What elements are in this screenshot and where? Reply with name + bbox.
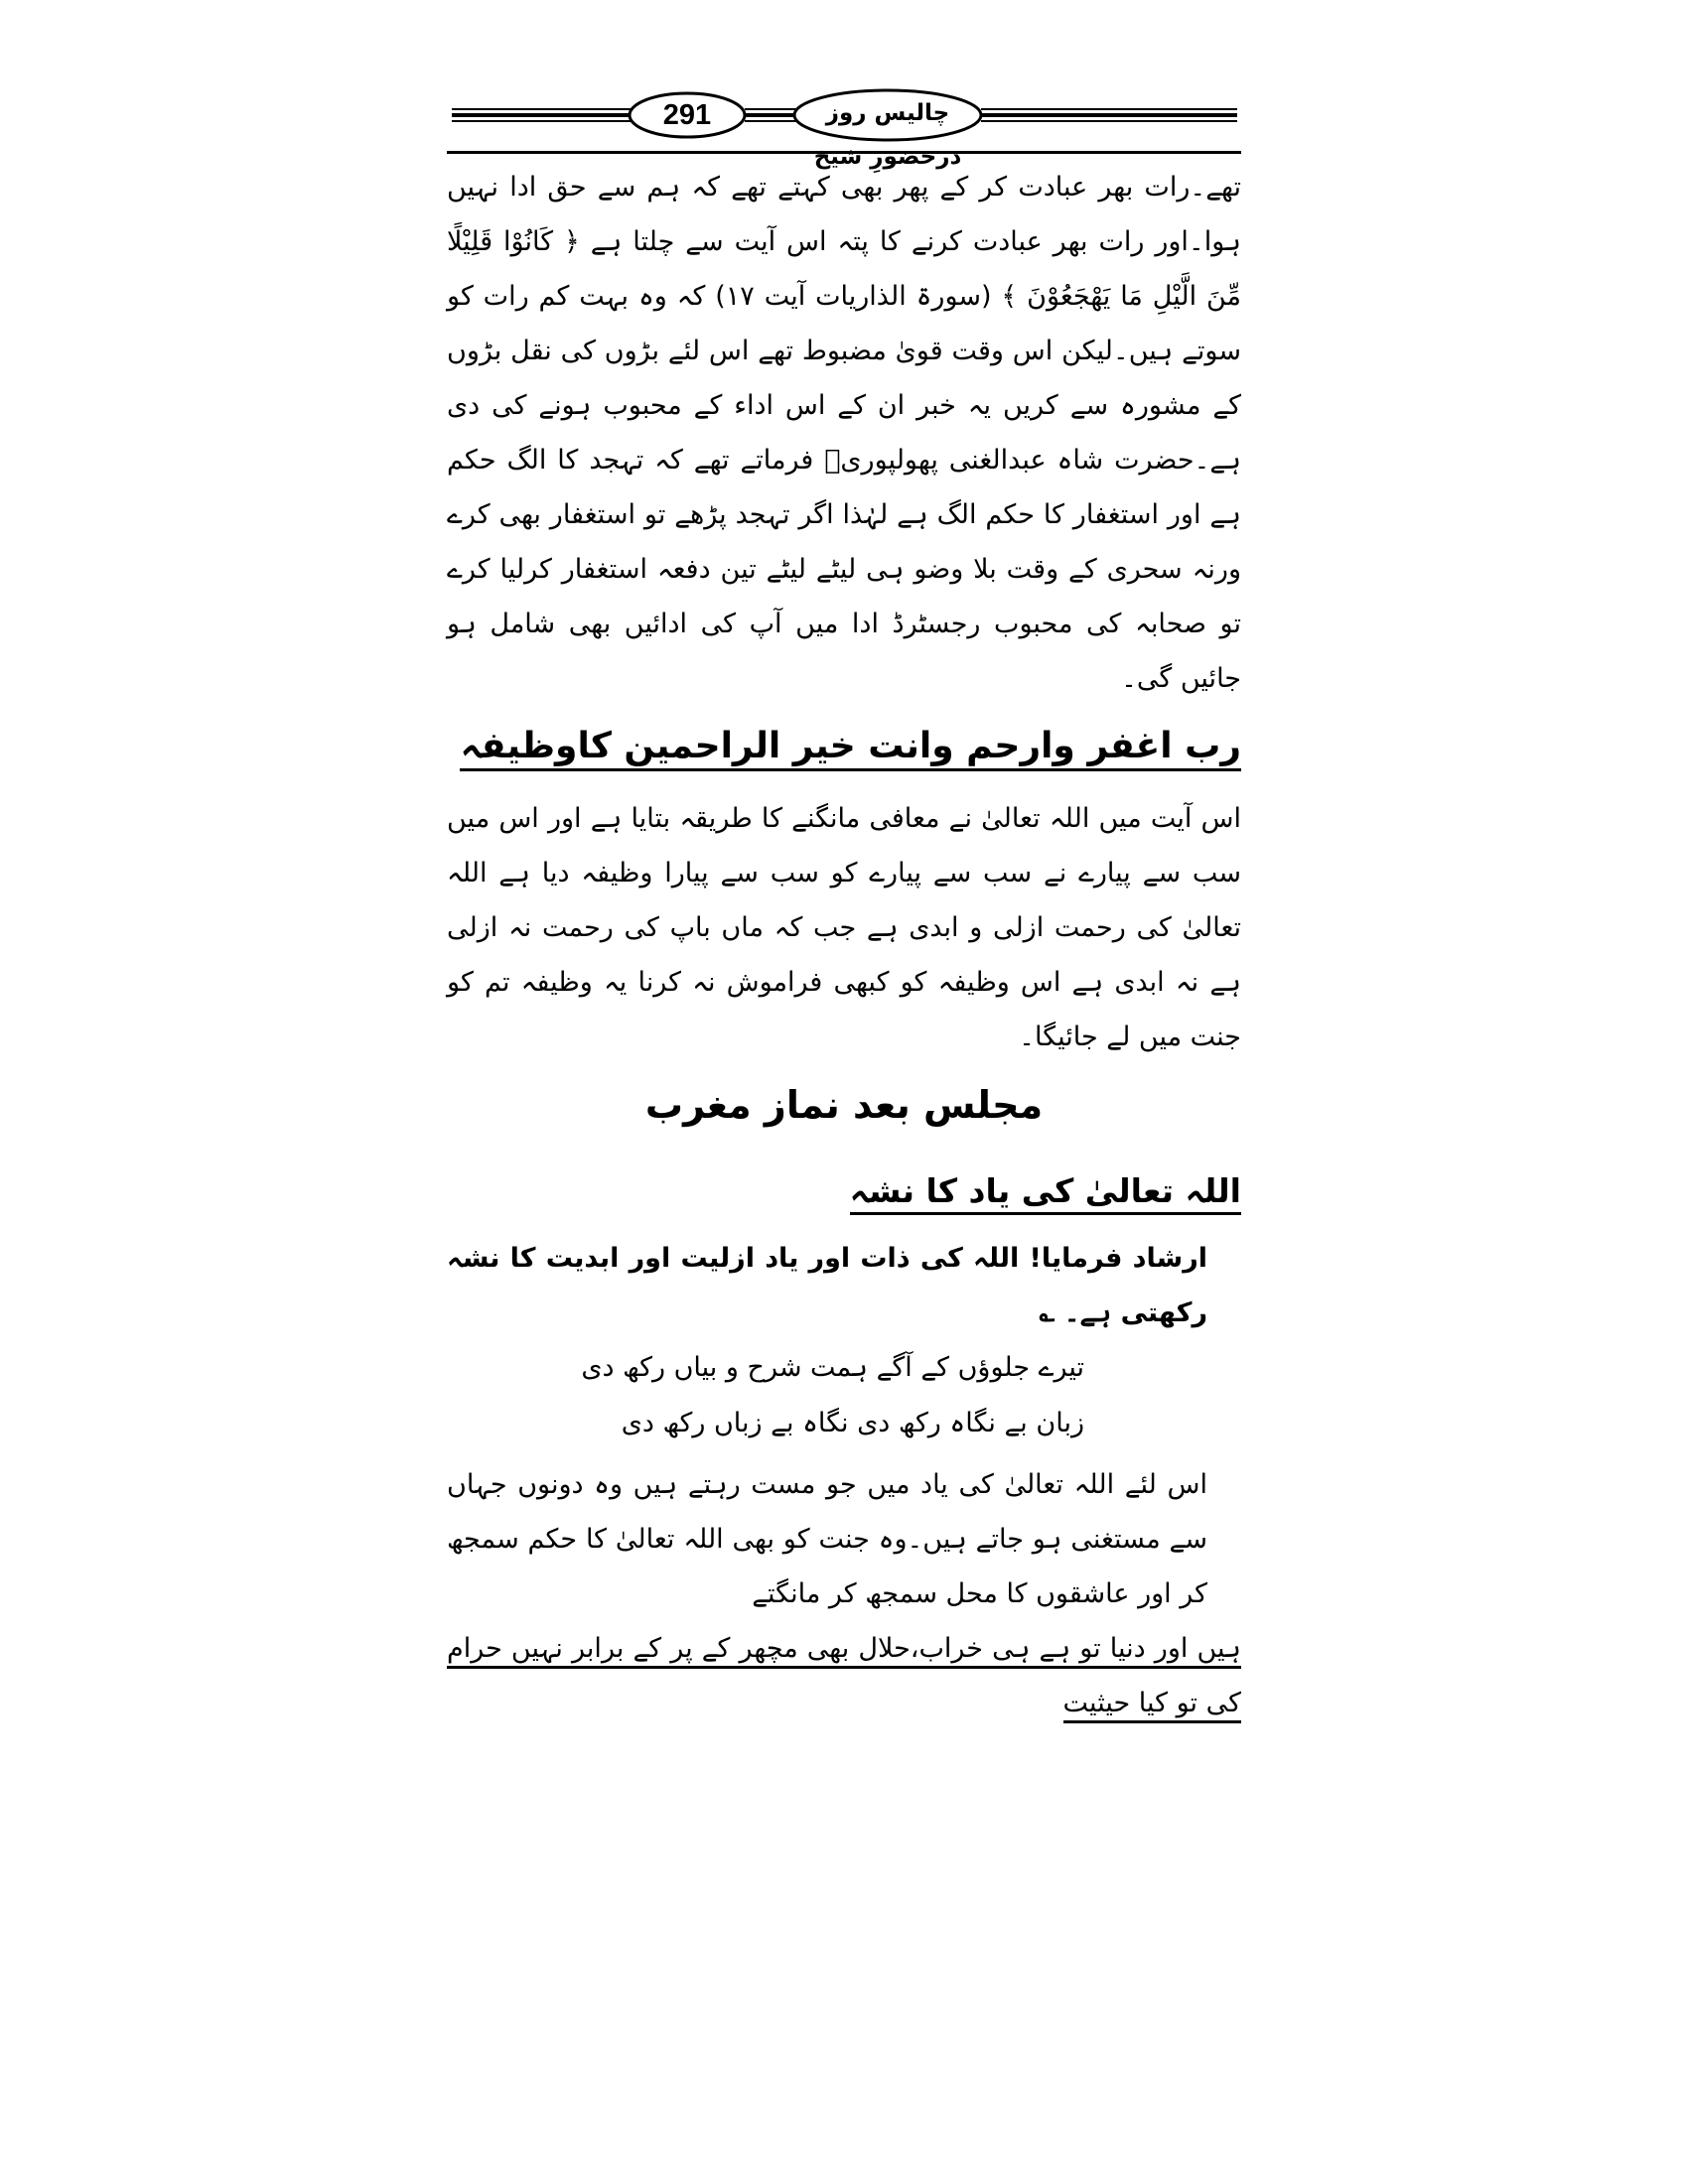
paragraph-2: اس آیت میں اللہ تعالیٰ نے معافی مانگنے کا طریقہ بتایا ہے اور اس میں سب سے پیارے نے سب سے پیارے کو سب سے پیارا وظیفہ دیا ہے اللہ تعالیٰ کی رحمت ازلی و ابدی ہے جب کہ ماں باپ کی رحمت نہ ازلی ہے نہ ابدی ہے اس وظیفہ کو کبھی فراموش نہ کرنا یہ وظیفہ تم کو جنت میں لے جائیگا۔ [447,803,1241,1052]
section-title: مجلس بعد نماز مغرب [644,1083,1044,1127]
last-line [447,1621,1241,1730]
running-title: چالیس روز درحضورِ شیخ [813,100,962,170]
poem-line-1: تیرے جلوؤں کے آگے ہمت شرح و بیاں رکھ دی [581,1352,1084,1383]
paragraph-1: تھے۔رات بھر عبادت کر کے پھر بھی کہتے تھے کہ ہم سے حق ادا نہیں ہوا۔اور رات بھر عبادت کرنے کا پتہ اس آیت سے چلتا ہے ﴿ کَانُوْا قَلِيْلًا مِّنَ الَّيْلِ مَا يَهْجَعُوْنَ ﴾ (سورۃ الذاریات آیت ۱۷) کہ وہ بہت کم رات کو سوتے ہیں۔لیکن اس وقت قویٰ مضبوط تھے اس لئے بڑوں کی نقل بڑوں کے مشورہ سے کریں یہ خبر ان کے اس اداء کے محبوب ہونے کی دی ہے۔حضرت شاہ عبدالغنی پھولپوریؒ فرماتے تھے کہ تہجد کا الگ حکم ہے اور استغفار کا حکم الگ ہے لہٰذا اگر تہجد پڑھے تو استغفار بھی کرے ورنہ سحری کے وقت بلا وضو ہی لیٹے لیٹے تین دفعہ استغفار کرلیا کرے تو صحابہ کی محبوب رجسٹرڈ ادا میں آپ کی ادائیں بھی شامل ہو جائیں گی۔ [447,172,1241,694]
page-content [447,87,1241,1730]
heading-wazifa [447,716,1241,777]
paragraph-4: اس لئے اللہ تعالیٰ کی یاد میں جو مست رہتے ہیں وہ دونوں جہاں سے مستغنی ہو جاتے ہیں۔وہ جنت کو بھی اللہ تعالیٰ کا حکم سمجھ کر اور عاشقوں کا محل سمجھ کر مانگتے [447,1469,1207,1609]
heading-wazifa-text: رب اغفر وارحم وانت خیر الراحمین کاوظیفہ [460,726,1241,771]
page-header [447,87,1241,170]
page-number: 291 [662,99,712,131]
paragraph-3: ارشاد فرمایا! اللہ کی ذات اور یاد ازلیت اور ابدیت کا نشہ رکھتی ہے۔ ؎ [447,1243,1207,1328]
heading-yaad-text: اللہ تعالیٰ کی یاد کا نشہ [850,1171,1241,1215]
last-line-text: ہیں اور دنیا تو ہے ہی خراب،حلال بھی مچھر کے پر کے برابر نہیں حرام کی تو کیا حیثیت [447,1633,1241,1723]
heading-yaad [447,1161,1241,1221]
poem-line-2: زبان بے نگاہ رکھ دی نگاہ بے زباں رکھ دی [621,1408,1084,1438]
